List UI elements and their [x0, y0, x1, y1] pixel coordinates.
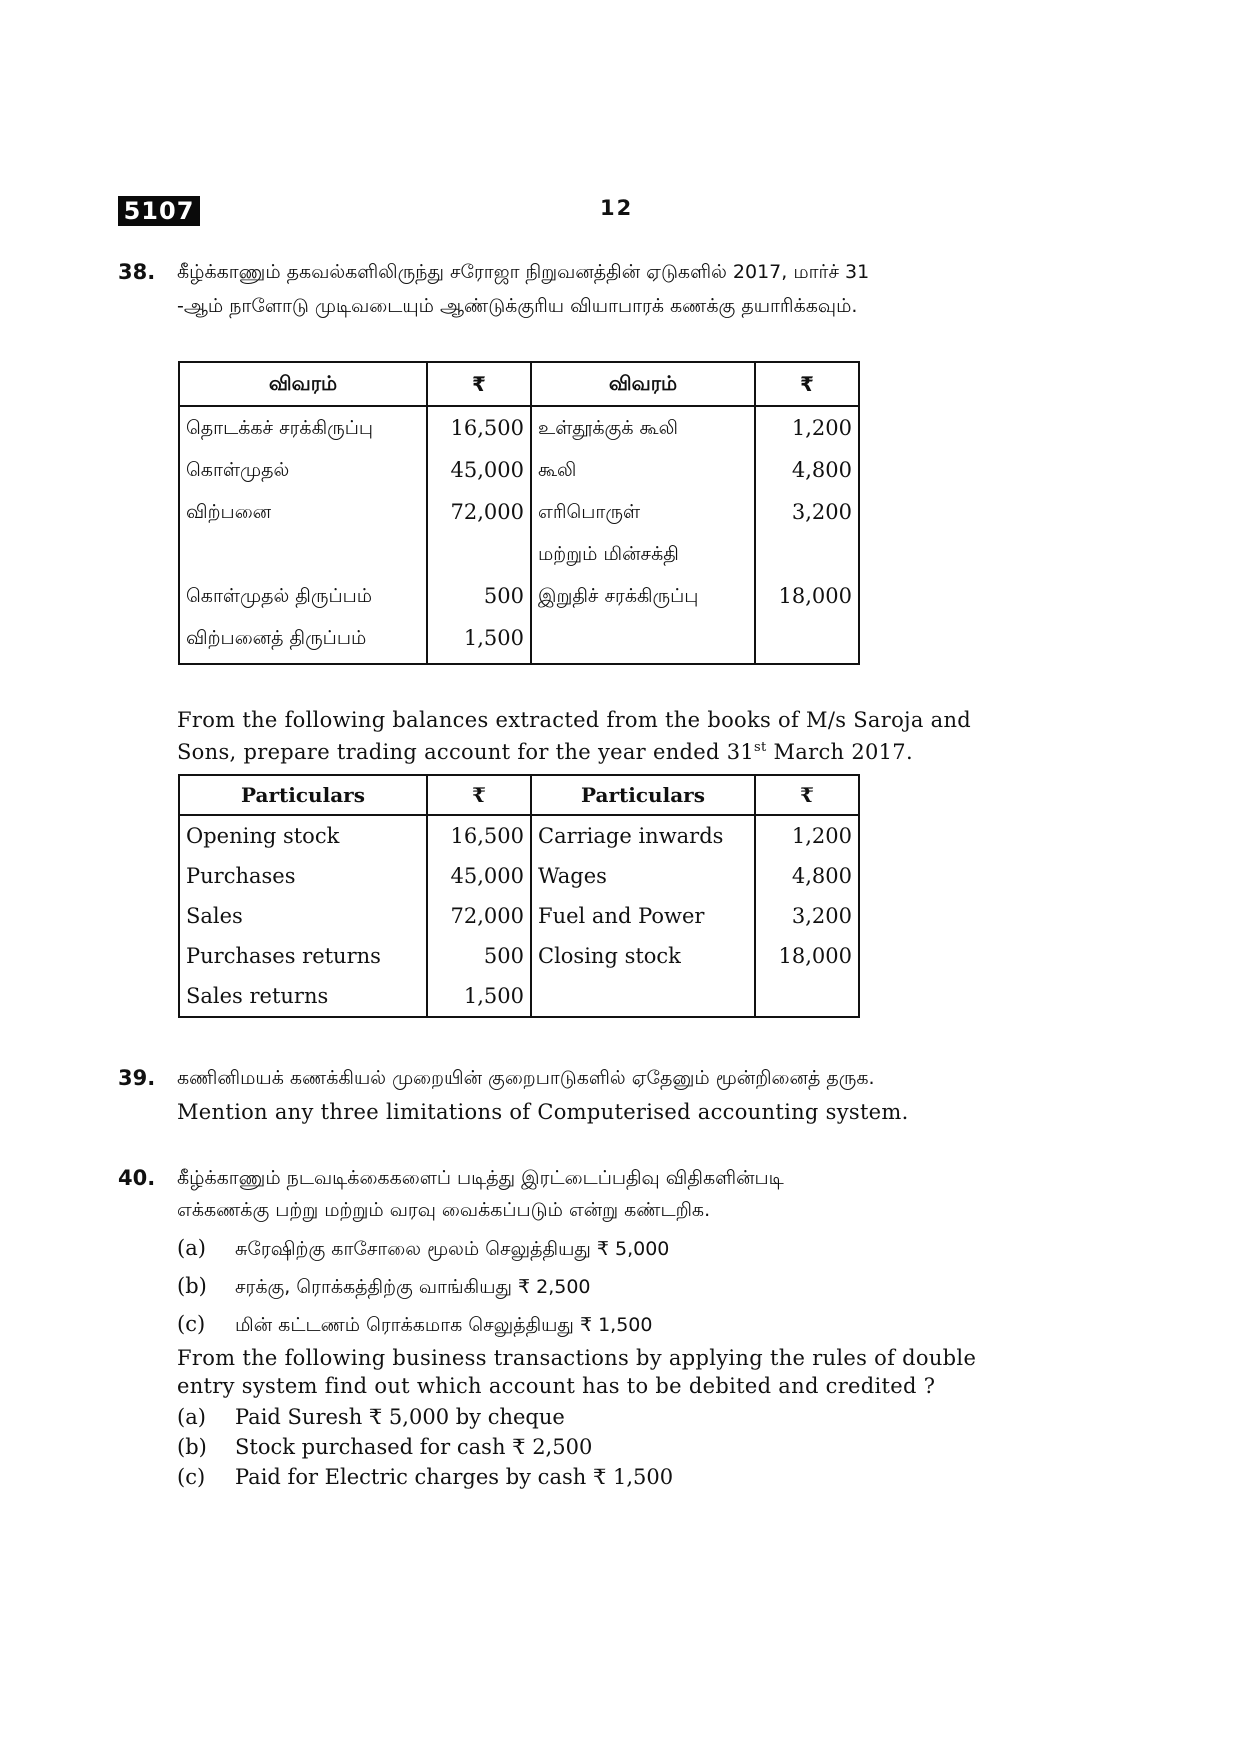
tamil-trial-balance-table [178, 361, 860, 665]
q40-english-line-1: From the following business transactions by applying the rules of double [177, 1346, 977, 1370]
q40-english-line-2: entry system find out which account has to be debited and credited ? [177, 1374, 936, 1398]
tamil-header-particulars-right: விவரம் [531, 362, 755, 406]
english-header-particulars-left: Particulars [179, 775, 427, 815]
question-40-number: 40. [118, 1166, 156, 1190]
english-trial-balance-table [178, 774, 860, 1018]
item-label: (b) [177, 1274, 207, 1298]
english-right-item [538, 976, 748, 1016]
q40-tamil-line-2: எக்கணக்கு பற்று மற்றும் வரவு வைக்கப்படும் என்று கண்டறிக. [177, 1199, 711, 1221]
q38-english-line-2-b: March 2017. [766, 740, 913, 764]
tamil-left-value: 1,500 [463, 626, 524, 650]
tamil-left-item: கொள்முதல் திருப்பம் [186, 585, 373, 607]
english-header-rupee-right: ₹ [755, 775, 859, 815]
tamil-left-items [179, 406, 427, 664]
tamil-left-value: 72,000 [450, 500, 524, 524]
english-right-values [755, 815, 859, 1017]
english-left-item: Purchases [186, 864, 296, 888]
question-40-english [177, 1344, 1073, 1400]
q38-tamil-line-2: -ஆம் நாளோடு முடிவடையும் ஆண்டுக்குரிய வியாபாரக் கணக்கு தயாரிக்கவும். [177, 295, 858, 317]
english-header-particulars-right: Particulars [531, 775, 755, 815]
english-right-item: Wages [538, 864, 607, 888]
q38-superscript: st [754, 740, 767, 755]
question-39 [177, 1064, 1073, 1126]
tamil-right-item: மற்றும் மின்சக்தி [538, 543, 679, 565]
english-right-item: Carriage inwards [538, 824, 724, 848]
tamil-left-values [427, 406, 531, 664]
tamil-right-value: 18,000 [778, 584, 852, 608]
q40-english-item-b [177, 1433, 592, 1461]
q40-tamil-line-1: கீழ்க்காணும் நடவடிக்கைகளைப் படித்து இரட்டைப்பதிவு விதிகளின்படி [177, 1167, 784, 1189]
q39-tamil: கணினிமயக் கணக்கியல் முறையின் குறைபாடுகளில் ஏதேனும் மூன்றினைத் தருக. [177, 1067, 875, 1089]
q40-tamil-item-b [177, 1272, 591, 1301]
english-right-value: 1,200 [791, 824, 852, 848]
question-38-number: 38. [118, 260, 156, 284]
english-left-value: 16,500 [450, 824, 524, 848]
item-text: Paid Suresh ₹ 5,000 by cheque [235, 1405, 565, 1429]
english-left-value: 72,000 [450, 904, 524, 928]
tamil-left-item: தொடக்கச் சரக்கிருப்பு [186, 417, 374, 439]
paper-code-badge: 5107 [118, 196, 200, 226]
english-left-items [179, 815, 427, 1017]
page-number: 12 [600, 196, 634, 220]
english-left-value: 45,000 [450, 864, 524, 888]
tamil-right-item: எரிபொருள் [538, 501, 641, 523]
english-right-value: 18,000 [778, 944, 852, 968]
question-38-tamil [177, 258, 1073, 320]
item-label: (c) [177, 1465, 206, 1489]
tamil-right-value [762, 533, 852, 575]
item-text: Stock purchased for cash ₹ 2,500 [235, 1435, 593, 1459]
english-left-values [427, 815, 531, 1017]
tamil-header-rupee-left: ₹ [427, 362, 531, 406]
q40-tamil-item-c [177, 1310, 652, 1339]
q38-english-line-1: From the following balances extracted from the books of M/s Saroja and [177, 708, 972, 732]
item-text: மின் கட்டணம் ரொக்கமாக செலுத்தியது ₹ 1,500 [235, 1314, 653, 1336]
english-right-items [531, 815, 755, 1017]
item-text: Paid for Electric charges by cash ₹ 1,500 [235, 1465, 674, 1489]
q40-english-item-a [177, 1403, 565, 1431]
q39-english: Mention any three limitations of Computerised accounting system. [177, 1100, 909, 1124]
tamil-header-particulars-left: விவரம் [179, 362, 427, 406]
item-text: சரக்கு, ரொக்கத்திற்கு வாங்கியது ₹ 2,500 [235, 1276, 591, 1298]
english-header-rupee-left: ₹ [427, 775, 531, 815]
question-40-tamil [177, 1164, 1073, 1224]
english-left-value: 500 [483, 944, 524, 968]
english-right-value: 3,200 [791, 904, 852, 928]
tamil-left-item: விற்பனைத் திருப்பம் [186, 627, 367, 649]
english-left-value: 1,500 [463, 984, 524, 1008]
q40-tamil-item-a [177, 1234, 669, 1263]
english-right-value [762, 976, 852, 1016]
item-label: (a) [177, 1405, 206, 1429]
english-right-value: 4,800 [791, 864, 852, 888]
q38-english-line-2 [177, 734, 1073, 766]
q40-english-item-c [177, 1463, 673, 1491]
tamil-right-items [531, 406, 755, 664]
question-39-number: 39. [118, 1066, 156, 1090]
tamil-left-item: கொள்முதல் [186, 459, 290, 481]
item-label: (b) [177, 1435, 207, 1459]
tamil-left-value: 500 [483, 584, 524, 608]
question-38-english [177, 706, 1073, 766]
english-left-item: Purchases returns [186, 944, 381, 968]
english-left-item: Sales [186, 904, 243, 928]
english-left-item: Sales returns [186, 984, 329, 1008]
tamil-header-rupee-right: ₹ [755, 362, 859, 406]
item-text: சுரேஷிற்கு காசோலை மூலம் செலுத்தியது ₹ 5,000 [235, 1238, 670, 1260]
tamil-right-item: கூலி [538, 459, 577, 481]
tamil-right-values [755, 406, 859, 664]
tamil-right-item: உள்தூக்குக் கூலி [538, 417, 678, 439]
tamil-right-item: இறுதிச் சரக்கிருப்பு [538, 585, 699, 607]
tamil-right-value: 3,200 [791, 500, 852, 524]
q38-english-line-2-a: Sons, prepare trading account for the year ended 31 [177, 740, 755, 764]
tamil-left-item: விற்பனை [186, 501, 272, 523]
tamil-left-item [186, 533, 420, 575]
q38-tamil-line-1: கீழ்க்காணும் தகவல்களிலிருந்து சரோஜா நிறுவனத்தின் ஏடுகளில் 2017, மார்ச் 31 [177, 261, 870, 283]
tamil-left-value: 16,500 [450, 416, 524, 440]
english-right-item: Fuel and Power [538, 904, 705, 928]
tamil-right-value: 1,200 [791, 416, 852, 440]
english-left-item: Opening stock [186, 824, 340, 848]
tamil-right-value [762, 617, 852, 659]
item-label: (c) [177, 1312, 206, 1336]
tamil-right-value: 4,800 [791, 458, 852, 482]
tamil-left-value: 45,000 [450, 458, 524, 482]
tamil-left-value [434, 533, 524, 575]
tamil-right-item [538, 617, 748, 659]
english-right-item: Closing stock [538, 944, 681, 968]
item-label: (a) [177, 1236, 206, 1260]
